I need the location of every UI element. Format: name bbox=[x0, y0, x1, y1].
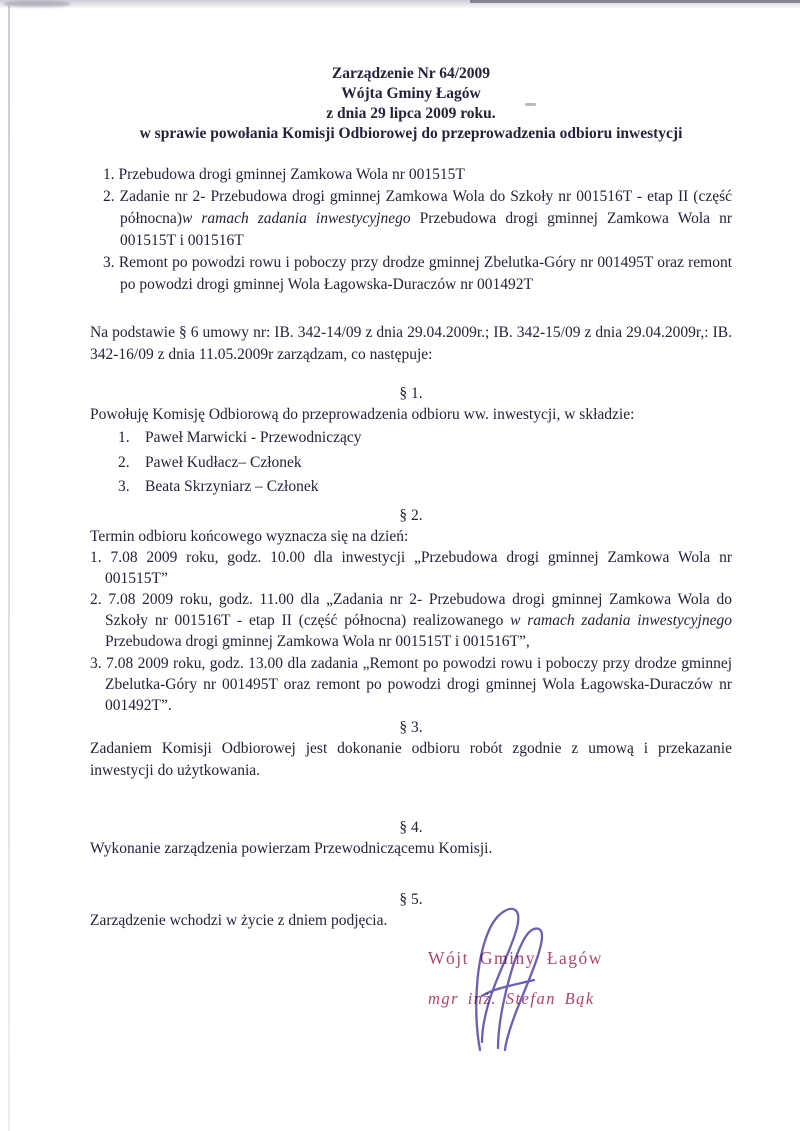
item-number: 3. bbox=[118, 478, 130, 495]
section-heading: § 3. bbox=[399, 719, 423, 737]
committee-member-list bbox=[118, 426, 732, 500]
ordinance-number: Zarządzenie Nr 64/2009 bbox=[331, 65, 491, 82]
section-1 bbox=[90, 384, 732, 500]
list-item bbox=[90, 252, 732, 296]
scan-top-right-streak bbox=[470, 0, 800, 3]
issuer-line: Wójta Gminy Łagów bbox=[341, 85, 481, 102]
list-item bbox=[90, 589, 732, 653]
member-name: Beata Skrzyniarz – Członek bbox=[145, 478, 319, 495]
section-2 bbox=[90, 506, 732, 717]
list-item bbox=[90, 653, 732, 717]
list-item bbox=[118, 475, 732, 500]
item-number: 1. bbox=[103, 166, 115, 183]
item-text: Remont po powodzi rowu i poboczy przy drodze gminnej Zbelutka-Góry nr 001495T oraz remont po powodzi drogi gminnej Wola Łagowska-Duraczów nr 001492T bbox=[118, 254, 732, 293]
section-intro: Powołuję Komisję Odbiorową do przeprowadzenia odbioru ww. inwestycji, w składzie: bbox=[90, 406, 635, 423]
item-number: 3. bbox=[90, 654, 102, 672]
legal-basis-paragraph: Na podstawie § 6 umowy nr: IB. 342-14/09 z dnia 29.04.2009r.; IB. 342-15/09 z dnia 29.04.2009r,: IB. 342-16/09 z dnia 11.05.2009r zarządzam, co następuje: bbox=[90, 324, 732, 363]
item-text: Przebudowa drogi gminnej Zamkowa Wola nr 001515T bbox=[118, 166, 465, 183]
item-number: 2. bbox=[118, 453, 130, 471]
section-heading: § 1. bbox=[399, 385, 423, 402]
document-header bbox=[90, 64, 732, 144]
section-text: Zadaniem Komisji Odbiorowej jest dokonanie odbioru robót zgodnie z umową i przekazanie inwestycji do użytkowania. bbox=[90, 740, 732, 780]
stamp-title: Wójt Gminy Łagów bbox=[428, 948, 603, 968]
list-item bbox=[118, 451, 732, 476]
section-intro: Termin odbioru końcowego wyznacza się na dzień: bbox=[90, 527, 409, 545]
section-5 bbox=[90, 890, 732, 932]
section-heading: § 5. bbox=[399, 891, 423, 909]
section-heading: § 2. bbox=[399, 506, 423, 524]
list-item bbox=[90, 547, 732, 589]
item-number: 2. bbox=[90, 590, 102, 608]
scan-left-edge-line bbox=[8, 6, 10, 1131]
scan-dash-artifact bbox=[525, 103, 536, 106]
item-text: 7.08 2009 roku, godz. 10.00 dla inwestycji „Przebudowa drogi gminnej Zamkowa Wola nr 001515T” bbox=[105, 548, 732, 587]
item-number: 2. bbox=[103, 188, 115, 205]
item-text: Przebudowa drogi gminnej Zamkowa Wola nr 001515T i 001516T”, bbox=[105, 633, 530, 651]
item-text-italic: w ramach zadania inwestycyjnego bbox=[510, 612, 732, 630]
subject-line: w sprawie powołania Komisji Odbiorowej do przeprowadzenia odbioru inwestycji bbox=[139, 125, 683, 142]
section-text: Zarządzenie wchodzi w życie z dniem podjęcia. bbox=[90, 912, 388, 930]
item-text: 7.08 2009 roku, godz. 11.00 dla „Zadania nr 2- Przebudowa drogi gminnej Zamkowa Wola do Szkoły nr 001516T - etap II (część północna) realizowanego bbox=[105, 590, 733, 630]
section-text: Wykonanie zarządzenia powierzam Przewodniczącemu Komisji. bbox=[90, 840, 493, 858]
item-number: 1. bbox=[90, 548, 102, 566]
list-item bbox=[118, 426, 732, 451]
item-text: 7.08 2009 roku, godz. 13.00 dla zadania „Remont po powodzi rowu i poboczy przy drodze gminnej Zbelutka-Góry nr 001495T oraz remont po powodzi drogi gminnej Wola Łagowska-Duraczów nr 001492T”. bbox=[105, 654, 733, 714]
list-item bbox=[90, 186, 732, 252]
item-text: Przebudowa drogi gminnej Zamkowa Wola nr 001515T i 001516T bbox=[120, 210, 732, 249]
date-line: z dnia 29 lipca 2009 roku. bbox=[326, 105, 496, 122]
section-3 bbox=[90, 718, 732, 782]
section-4 bbox=[90, 818, 732, 860]
section-heading: § 4. bbox=[399, 819, 423, 837]
member-name: Paweł Marwicki - Przewodniczący bbox=[145, 429, 362, 446]
investment-list bbox=[90, 164, 732, 296]
acceptance-date-list bbox=[90, 547, 732, 717]
member-name: Paweł Kudłacz– Członek bbox=[145, 453, 302, 471]
item-text: Zadanie nr 2- Przebudowa drogi gminnej Zamkowa Wola do Szkoły nr 001516T - etap II (część północna) bbox=[119, 188, 733, 227]
handwritten-signature-scribble bbox=[438, 900, 588, 1055]
stamp-signer-name: mgr inż. Stefan Bąk bbox=[428, 989, 595, 1008]
item-number: 1. bbox=[118, 429, 130, 446]
item-number: 3. bbox=[103, 254, 115, 271]
list-item bbox=[90, 164, 732, 186]
item-text-italic: w ramach zadania inwestycyjnego bbox=[181, 210, 411, 227]
scan-top-left-smudge bbox=[4, 1, 70, 7]
